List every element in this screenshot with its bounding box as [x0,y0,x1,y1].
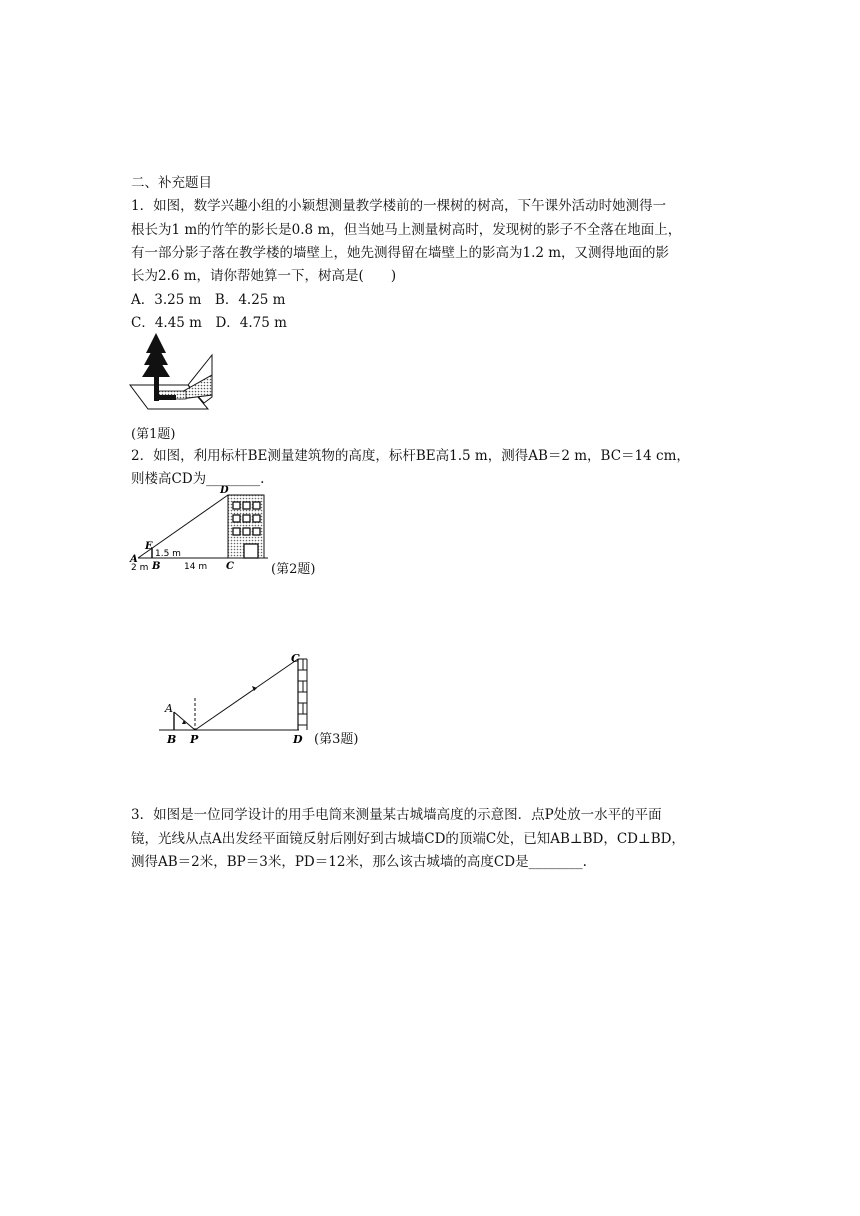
q2-label-c: C [226,561,234,572]
q3-line-2: 镜，光线从点A出发经平面镜反射后刚好到古城墙CD的顶端C处，已知AB⊥BD，CD⊥BD， [131,831,685,847]
section-title: 二、补充题目 [131,175,212,191]
q3-caption: (第3题) [314,732,359,747]
q2-line-2: 则楼高CD为________. [131,471,265,487]
q2-label-be-length: 1.5 m [155,549,181,559]
q1-line-3: 有一部分影子落在教学楼的墙壁上，她先测得留在墙壁上的影高为1.2 m，又测得地面的影 [131,245,670,261]
q1-line-1: 1．如图，数学兴趣小组的小颖想测量教学楼前的一棵树的树高，下午课外活动时她测得一 [131,198,667,214]
q3-label-c: C [291,652,300,665]
q1-caption: (第1题) [131,427,176,442]
q2-label-d: D [220,485,229,496]
q3-label-p: P [190,733,199,746]
q2-line-1: 2．如图，利用标杆BE测量建筑物的高度，标杆BE高1.5 m，测得AB＝2 m，BC＝14 cm， [131,448,690,464]
q3-label-b: B [167,733,177,746]
q3-line-1: 3．如图是一位同学设计的用手电筒来测量某古城墙高度的示意图．点P处放一水平的平面 [131,807,662,823]
q2-label-a: A [130,554,138,565]
q3-label-a: A [165,702,173,715]
q2-caption: (第2题) [271,562,316,577]
q1-option-cd: C．4.45 m D．4.75 m [131,315,287,331]
q1-figure-tree-shadow [128,333,220,411]
q1-line-2: 根长为1 m的竹竿的影长是0.8 m，但当她马上测量树高时，发现树的影子不全落在地面上， [131,222,682,238]
q2-label-bc-length: 14 m [184,562,208,572]
q1-option-ab: A．3.25 m B．4.25 m [131,292,286,308]
q1-line-4: 长为2.6 m，请你帮她算一下，树高是( ) [131,268,397,284]
q3-line-3: 测得AB＝2米，BP＝3米，PD＝12米，那么该古城墙的高度CD是________. [131,854,587,870]
q2-label-b: B [152,561,161,572]
q3-figure-city-wall [157,650,317,746]
q2-figure-building [128,482,278,574]
q2-label-ab-length: 2 m [131,563,149,573]
q2-label-e: E [145,541,153,552]
q3-label-d: D [293,733,303,746]
